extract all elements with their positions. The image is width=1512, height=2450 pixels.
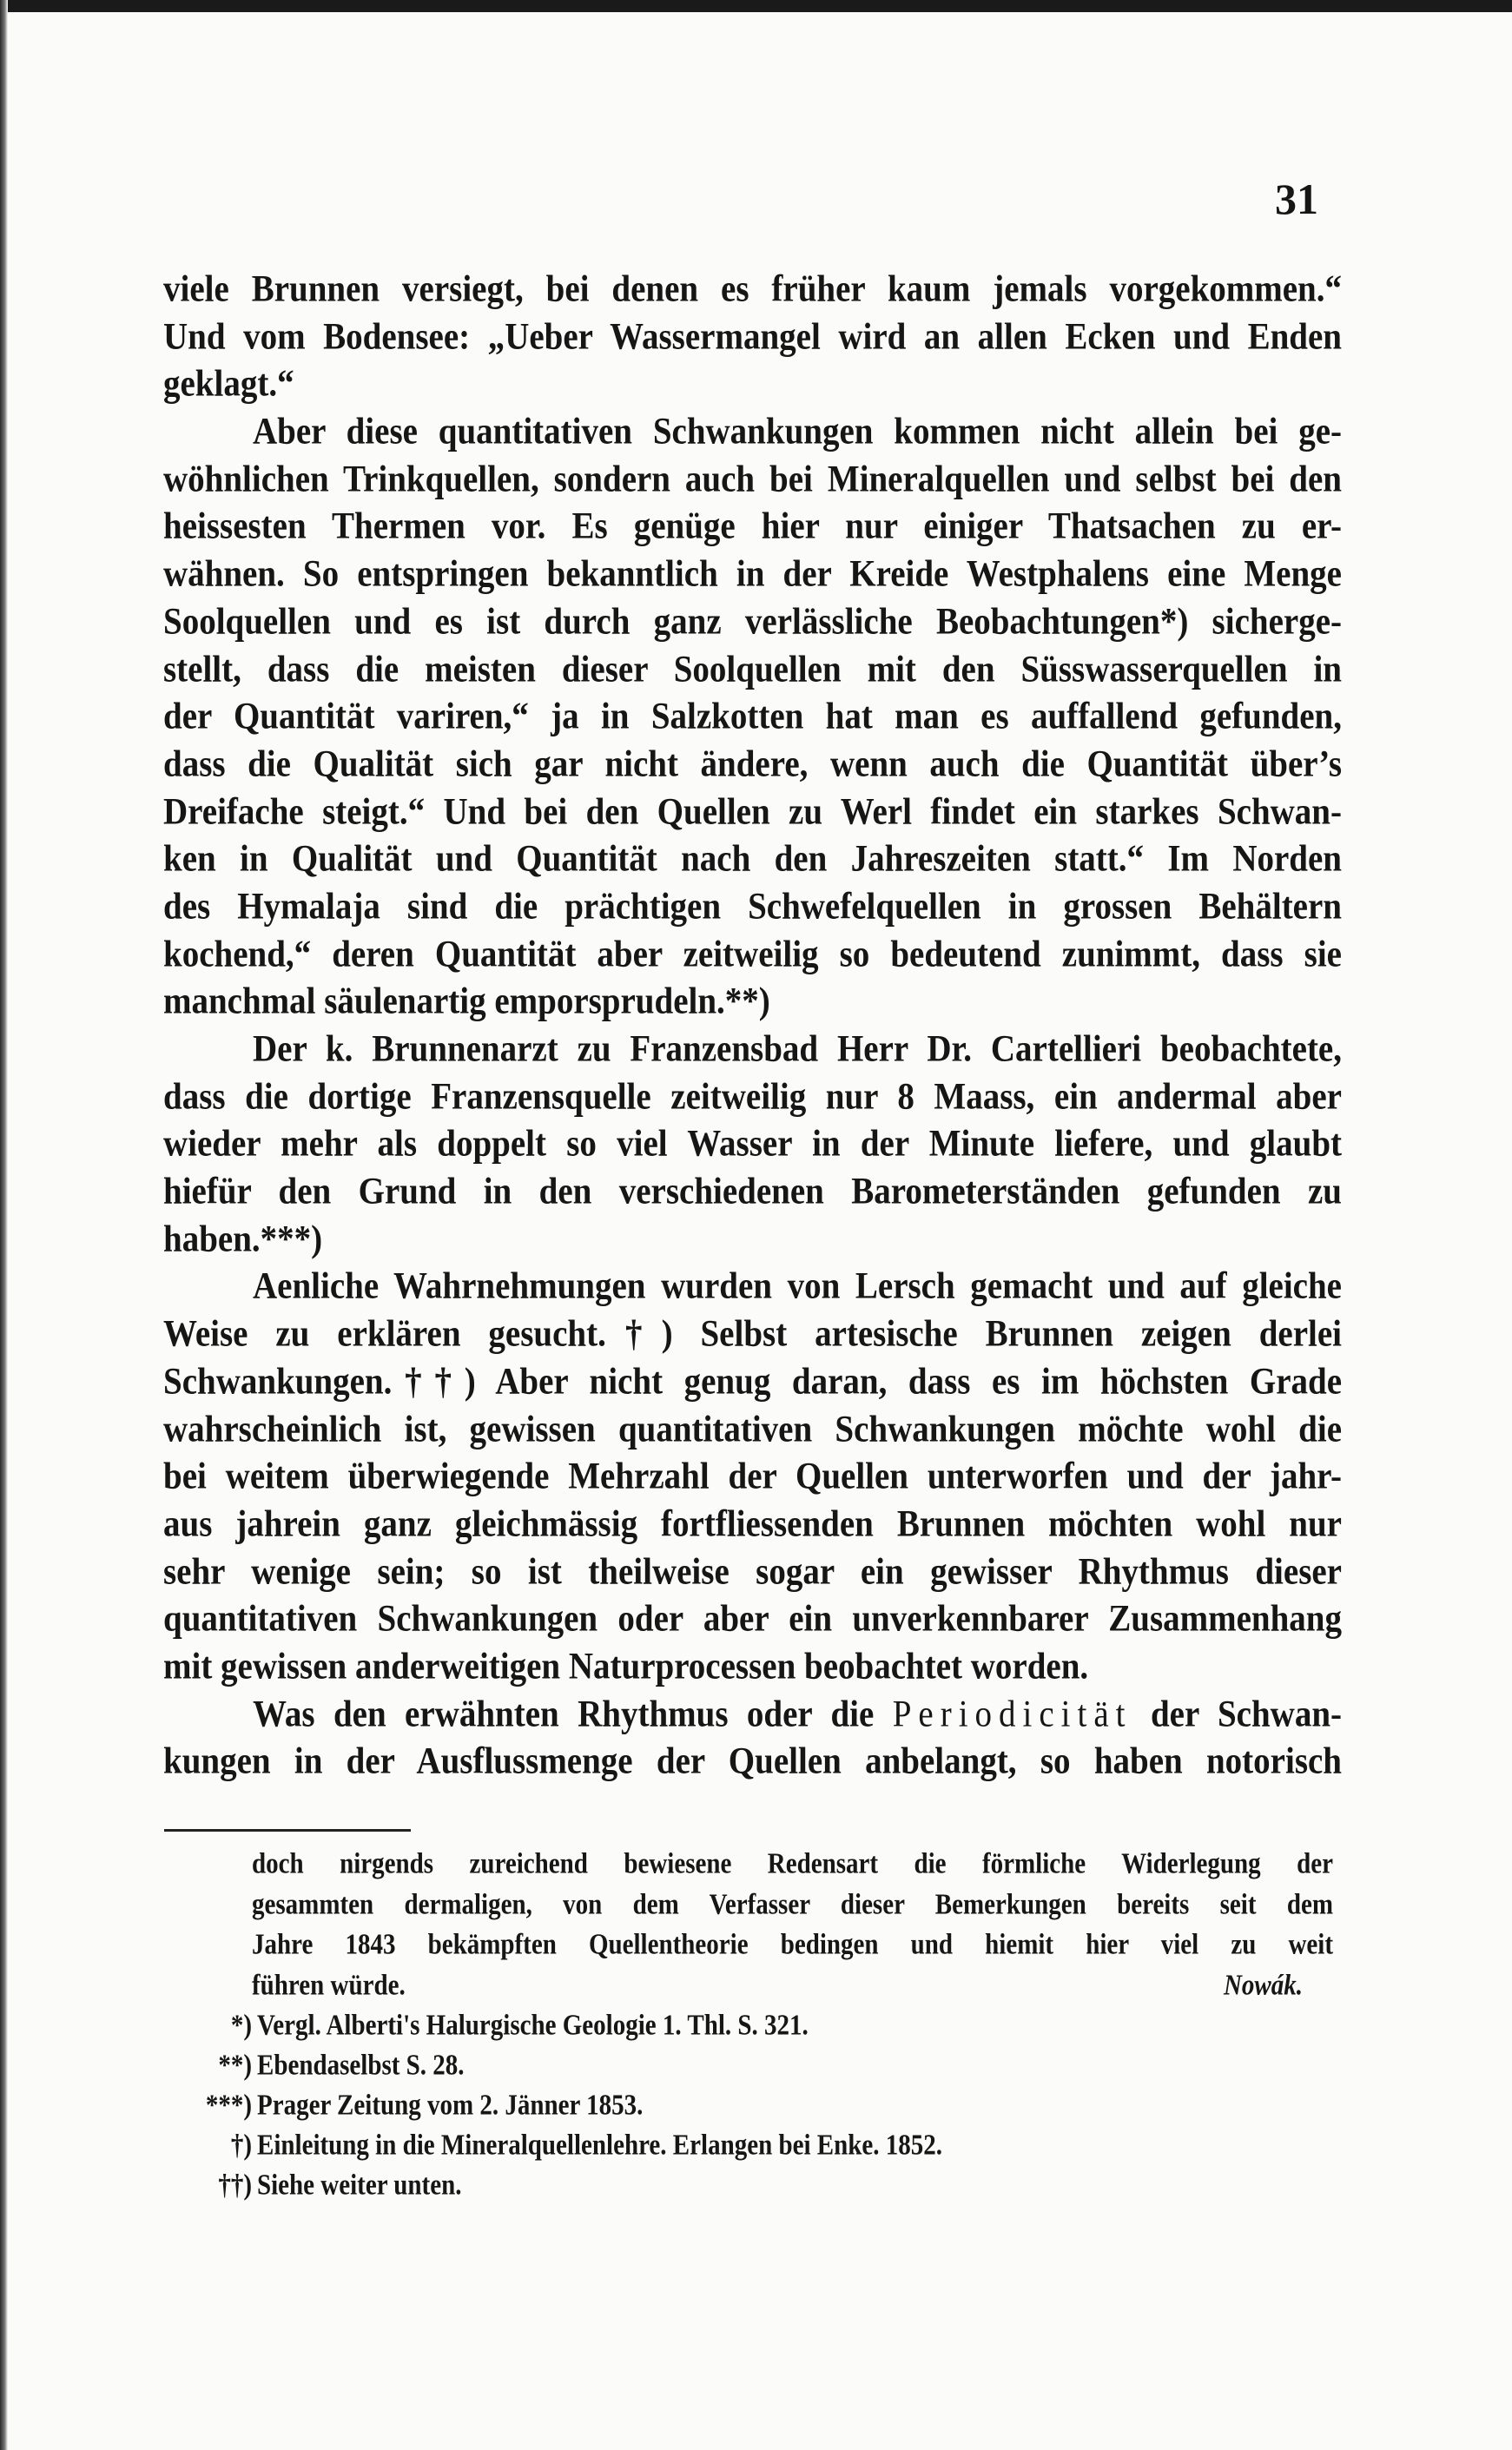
text-line: dass die Qualität sich gar nicht ändere, wenn auch die Quantität über’s (163, 743, 1342, 785)
text-line: aus jahrein ganz gleichmässig fortfliessenden Brunnen möchten wohl nur (163, 1502, 1342, 1545)
text-line: geklagt.“ (163, 362, 294, 405)
text-line: mit gewissen anderweitigen Naturprocessen beobachtet worden. (163, 1645, 1089, 1687)
footnote-separator (164, 1829, 411, 1832)
footnote-mark: †) (230, 2129, 252, 2162)
scan-left-edge (0, 0, 8, 2450)
text-line: wieder mehr als doppelt so viel Wasser in der Minute liefere, und glaubt (163, 1122, 1342, 1165)
footnote-text: Siehe weiter unten. (257, 2169, 462, 2202)
scan-top-edge (0, 0, 1512, 12)
note-text: führen würde. (252, 1969, 406, 2001)
note-line: Jahre 1843 bekämpften Quellentheorie bedingen und hiemit hier viel zu weit (252, 1928, 1333, 1961)
text-line: ken in Qualität und Quantität nach den Jahreszeiten statt.“ Im Norden (163, 837, 1342, 880)
text-line: wahrscheinlich ist, gewissen quantitativen Schwankungen möchte wohl die (163, 1407, 1342, 1450)
footnote-mark: ***) (205, 2089, 252, 2122)
text-line: Schwankungen.††) Aber nicht genug daran, dass es im höchsten Grade (163, 1360, 1342, 1403)
text-line: wöhnlichen Trinkquellen, sondern auch bei Mineralquellen und selbst bei den (163, 458, 1342, 500)
text-line: quantitativen Schwankungen oder aber ein unverkennbarer Zusammenhang (163, 1597, 1342, 1640)
footnote-mark: *) (230, 2009, 252, 2042)
footnote-text: Ebendaselbst S. 28. (257, 2049, 465, 2082)
page-number: 31 (1275, 175, 1318, 223)
text-line: Aber diese quantitativen Schwankungen kommen nicht allein bei ge- (253, 410, 1342, 452)
text-line: bei weitem überwiegende Mehrzahl der Quellen unterworfen und der jahr- (163, 1455, 1342, 1497)
text-segment: Was den erwähnten Rhythmus oder die (253, 1692, 875, 1735)
text-line: dass die dortige Franzensquelle zeitweilig nur 8 Maass, ein andermal aber (163, 1075, 1342, 1118)
text-line: wähnen. So entspringen bekanntlich in der Kreide Westphalens eine Menge (163, 552, 1342, 595)
text-line: hiefür den Grund in den verschiedenen Barometerständen gefunden zu (163, 1170, 1342, 1212)
emphasized-word: Periodicität (892, 1692, 1132, 1735)
text-line: Und vom Bodensee: „Ueber Wassermangel wird an allen Ecken und Enden (163, 315, 1342, 358)
text-line: kochend,“ deren Quantität aber zeitweilig so bedeutend zunimmt, dass sie (163, 932, 1342, 975)
text-line: der Quantität variren,“ ja in Salzkotten hat man es auffallend gefunden, (163, 695, 1342, 737)
footnote-mark: **) (218, 2049, 252, 2082)
footnote-text: Prager Zeitung vom 2. Jänner 1853. (257, 2089, 644, 2122)
text-line: manchmal säulenartig emporsprudeln.**) (163, 980, 770, 1022)
text-line: kungen in der Ausflussmenge der Quellen anbelangt, so haben notorisch (163, 1740, 1342, 1782)
footnote-text: Vergl. Alberti's Halurgische Geologie 1. Thl. S. 321. (257, 2009, 809, 2042)
text-segment: der Schwan- (1150, 1692, 1342, 1735)
note-line (252, 1962, 1333, 2008)
footnote-text: Einleitung in die Mineralquellenlehre. Erlangen bei Enke. 1852. (257, 2129, 942, 2162)
footnote-mark: ††) (218, 2169, 252, 2202)
continued-footnote (252, 1844, 1333, 2005)
text-line: des Hymalaja sind die prächtigen Schwefelquellen in grossen Behältern (163, 885, 1342, 928)
text-line: viele Brunnen versiegt, bei denen es früher kaum jemals vorgekommen.“ (163, 267, 1342, 310)
footnote (165, 2163, 1294, 2209)
note-line: doch nirgends zureichend bewiesene Redensart die förmliche Widerlegung der (252, 1847, 1333, 1880)
text-line: Weise zu erklären gesucht.†) Selbst artesische Brunnen zeigen derlei (163, 1312, 1342, 1355)
text-line: Soolquellen und es ist durch ganz verlässliche Beobachtungen*) sicherge- (163, 600, 1342, 643)
text-line: Der k. Brunnenarzt zu Franzensbad Herr Dr. Cartellieri beobachtete, (253, 1027, 1342, 1070)
signature: Nowák. (1223, 1969, 1303, 2001)
text-line (163, 1687, 1342, 1740)
text-line: haben.***) (163, 1218, 323, 1260)
text-line: Dreifache steigt.“ Und bei den Quellen zu Werl findet ein starkes Schwan- (163, 789, 1342, 833)
main-text (163, 266, 1342, 1786)
text-line: heissesten Thermen vor. Es genüge hier nur einiger Thatsachen zu er- (163, 505, 1342, 547)
note-line: gesammten dermaligen, von dem Verfasser dieser Bemerkungen bereits seit dem (252, 1888, 1333, 1920)
text-line: Aenliche Wahrnehmungen wurden von Lersch gemacht und auf gleiche (253, 1265, 1342, 1307)
text-line: stellt, dass die meisten dieser Soolquellen mit den Süsswasserquellen in (163, 647, 1342, 690)
text-line: sehr wenige sein; so ist theilweise sogar ein gewisser Rhythmus dieser (163, 1549, 1342, 1593)
